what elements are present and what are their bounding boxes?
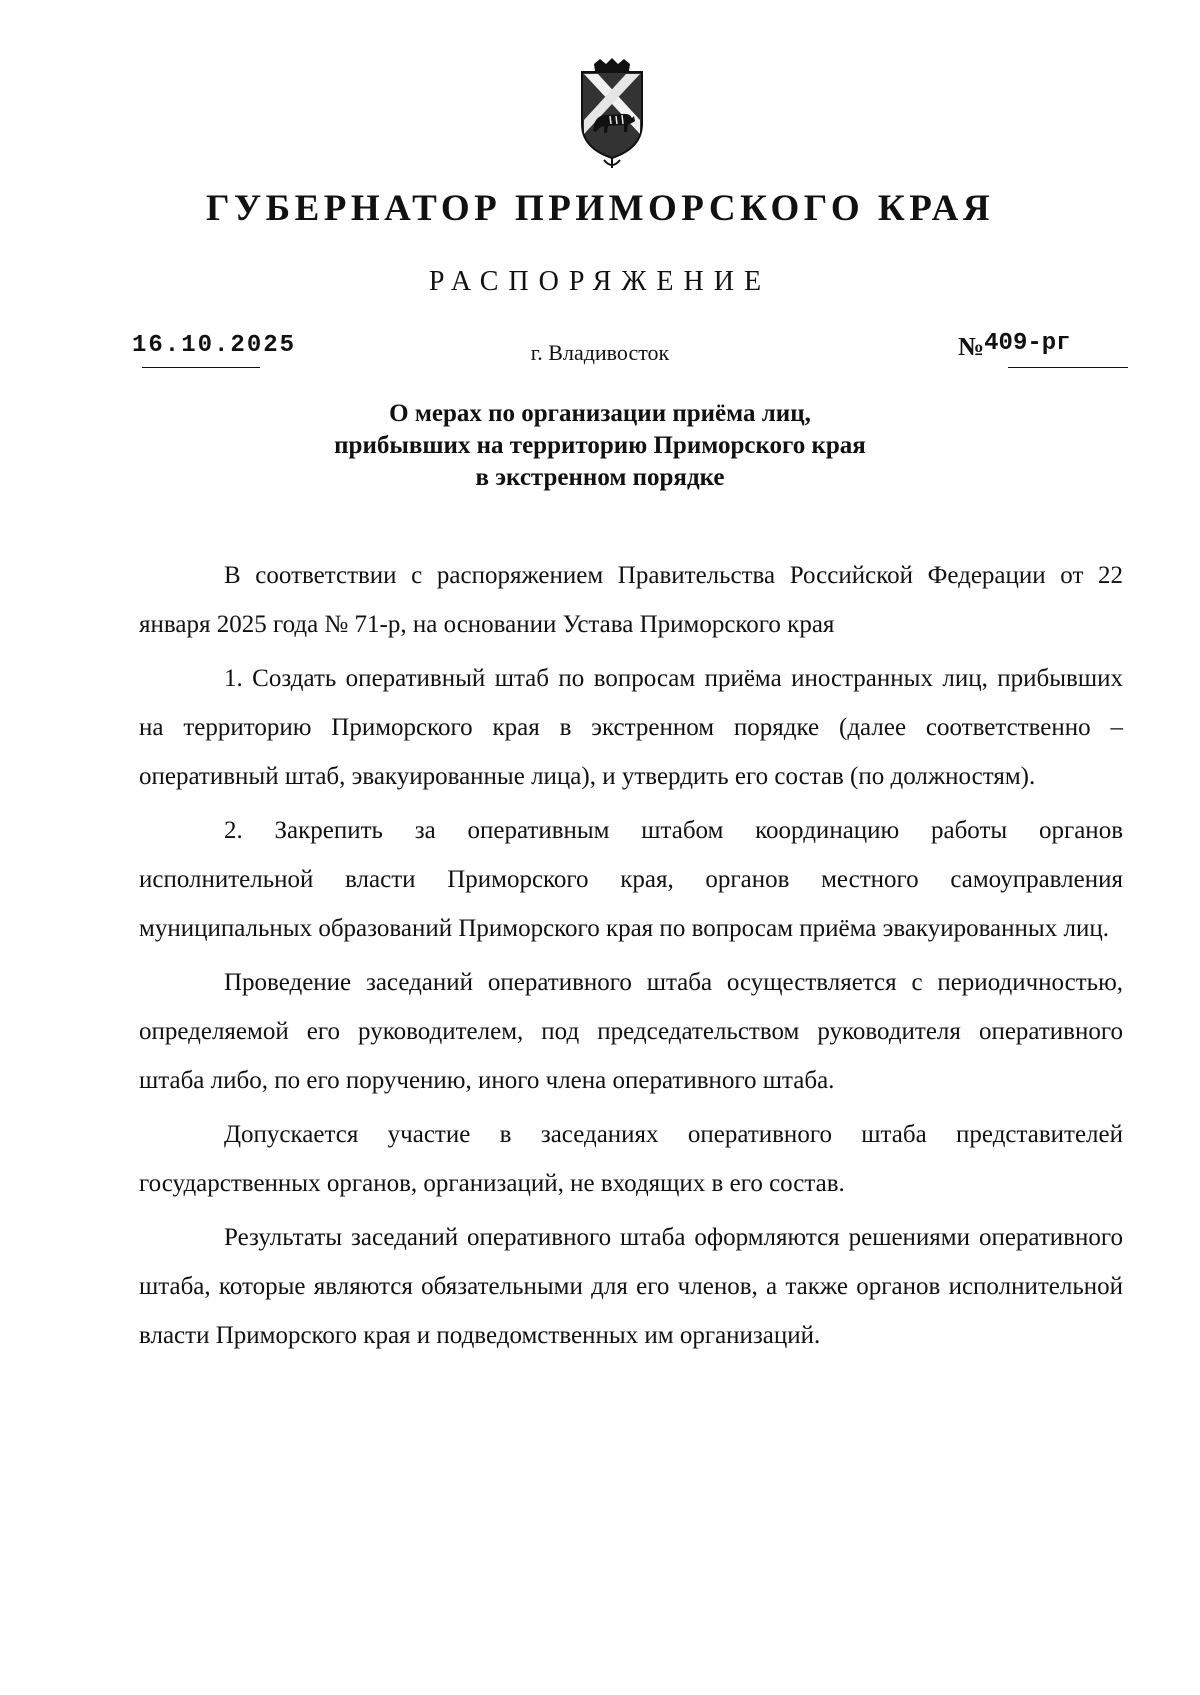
heading-line: в экстренном порядке <box>475 464 725 491</box>
number-value: 409-рг <box>984 330 1071 357</box>
number-underline <box>1008 367 1128 368</box>
body-paragraph-item-2: 2. Закрепить за оперативным штабом координацию работы органов исполнительной власти Приморского края, органов местного самоуправления муниципальных образований Приморского края по вопросам приёма эвакуированных лиц. <box>139 817 1123 942</box>
document-number <box>958 332 1071 363</box>
coat-of-arms-icon <box>574 58 650 170</box>
document-heading <box>0 398 1200 494</box>
body-paragraph-preamble: В соответствии с распоряжением Правительства Российской Федерации от 22 января 2025 года № 71-р, на основании Устава Приморского края <box>139 562 1123 638</box>
number-sign: № <box>958 332 985 361</box>
heading-line: О мерах по организации приёма лиц, <box>389 400 811 427</box>
document-body <box>139 551 1123 1365</box>
document-city: г. Владивосток <box>530 340 670 365</box>
body-paragraph-results: Результаты заседаний оперативного штаба оформляются решениями оперативного штаба, которые являются обязательными для его членов, а также органов исполнительной власти Приморского края и подведомственных им организаций. <box>139 1224 1123 1349</box>
date-underline <box>142 367 260 368</box>
document-date: 16.10.2025 <box>132 332 297 359</box>
body-paragraph-item-1: 1. Создать оперативный штаб по вопросам приёма иностранных лиц, прибывших на территорию Приморского края в экстренном порядке (далее соответственно – оперативный штаб, эвакуированные лица), и утвердить его состав (по должностям). <box>139 665 1123 790</box>
body-paragraph-participation: Допускается участие в заседаниях оперативного штаба представителей государственных органов, организаций, не входящих в его состав. <box>139 1121 1123 1197</box>
document-type: РАСПОРЯЖЕНИЕ <box>428 266 772 297</box>
organization-title: ГУБЕРНАТОР ПРИМОРСКОГО КРАЯ <box>205 188 995 229</box>
heading-line: прибывших на территорию Приморского края <box>334 432 866 459</box>
body-paragraph-meetings: Проведение заседаний оперативного штаба осуществляется с периодичностью, определяемой его руководителем, под председательством руководителя оперативного штаба либо, по его поручению, иного члена оперативного штаба. <box>139 969 1123 1094</box>
